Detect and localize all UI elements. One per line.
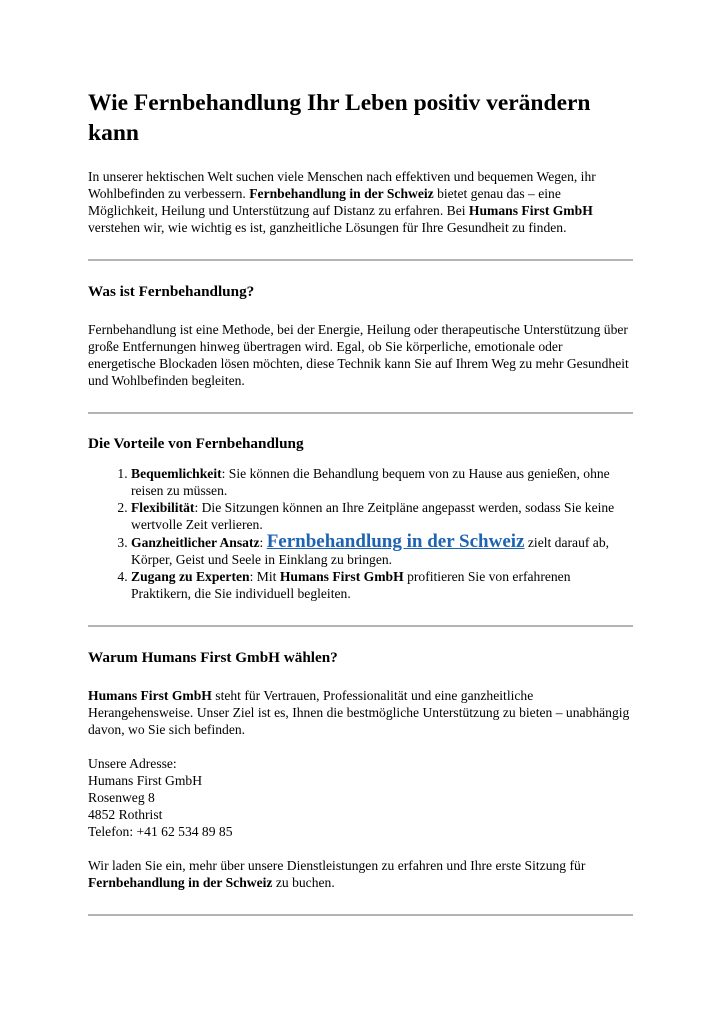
- closing-paragraph: [88, 857, 633, 891]
- list-item-label: Bequemlichkeit: [131, 466, 222, 481]
- list-item-bold: Humans First GmbH: [279, 569, 404, 584]
- intro-text-3: verstehen wir, wie wichtig es ist, ganzheitliche Lösungen für Ihre Gesundheit zu finden.: [88, 220, 567, 235]
- list-item-label: Zugang zu Experten: [131, 569, 250, 584]
- intro-paragraph: [88, 168, 633, 236]
- list-item: [131, 568, 633, 602]
- divider-1: [88, 259, 633, 261]
- list-item-label: Ganzheitlicher Ansatz: [131, 535, 260, 550]
- page-title: Wie Fernbehandlung Ihr Leben positiv verändern kann: [88, 90, 591, 146]
- address-street: Rosenweg 8: [88, 790, 155, 805]
- divider-3: [88, 625, 633, 627]
- divider-4: [88, 914, 633, 916]
- address-city: 4852 Rothrist: [88, 807, 163, 822]
- intro-text-1: In unserer hektischen Welt suchen viele Menschen nach effektiven und bequemen Wegen, ihr Wohlbefinden zu verbessern.: [88, 169, 596, 201]
- address-company: Humans First GmbH: [88, 773, 203, 788]
- benefits-list: [88, 465, 633, 602]
- intro-text-2: bietet genau das – eine Möglichkeit, Heilung und Unterstützung auf Distanz zu erfahren. Bei: [88, 186, 561, 218]
- list-item: [131, 465, 633, 499]
- list-item-text-pre: :: [259, 535, 267, 550]
- address-block: [88, 755, 633, 840]
- intro-bold-1: Fernbehandlung in der Schweiz: [249, 186, 434, 201]
- list-item: [131, 533, 633, 568]
- closing-text-1: Wir laden Sie ein, mehr über unsere Dienstleistungen zu erfahren und Ihre erste Sitzung für: [88, 858, 586, 873]
- section3-text: steht für Vertrauen, Professionalität und eine ganzheitliche Herangehensweise. Unser Ziel ist es, Ihnen die bestmögliche Unterstützung zu bieten – unabhängig davon, wo Sie sich befinden.: [88, 688, 630, 737]
- address-label: Unsere Adresse:: [88, 756, 177, 771]
- closing-bold: Fernbehandlung in der Schweiz: [88, 875, 273, 890]
- closing-text-2: zu buchen.: [272, 875, 335, 890]
- intro-bold-2: Humans First GmbH: [468, 203, 593, 218]
- list-item-text: : Die Sitzungen können an Ihre Zeitpläne angepasst werden, sodass Sie keine wertvolle Zeit verlieren.: [131, 500, 615, 532]
- company-name-bold: Humans First GmbH: [88, 688, 212, 703]
- divider-2: [88, 412, 633, 414]
- list-item-label: Flexibilität: [131, 500, 195, 515]
- list-item-text: : Sie können die Behandlung bequem von zu Hause aus genießen, ohne reisen zu müssen.: [131, 466, 610, 498]
- address-phone: Telefon: +41 62 534 89 85: [88, 824, 233, 839]
- list-item-text-pre: : Mit: [249, 569, 280, 584]
- section1-body: Fernbehandlung ist eine Methode, bei der Energie, Heilung oder therapeutische Unterstützung über große Entfernungen hinweg übertragen wird. Egal, ob Sie körperliche, emotionale oder energetische Blockaden lösen möchten, diese Technik kann Sie auf Ihrem Weg zu mehr Gesundheit und Wohlbefinden begleiten.: [88, 322, 629, 388]
- list-item-text: zielt darauf ab, Körper, Geist und Seele in Einklang zu bringen.: [131, 535, 610, 567]
- fernbehandlung-link[interactable]: Fernbehandlung in der Schweiz: [266, 531, 525, 552]
- section3-paragraph: [88, 687, 633, 738]
- list-item-text: profitieren Sie von erfahrenen Praktikern, die Sie individuell begleiten.: [131, 569, 571, 601]
- list-item: [131, 499, 633, 533]
- document-content: [88, 88, 633, 916]
- section1-heading: Was ist Fernbehandlung?: [88, 283, 255, 300]
- section3-heading: Warum Humans First GmbH wählen?: [88, 649, 338, 666]
- section2-heading: Die Vorteile von Fernbehandlung: [88, 435, 304, 452]
